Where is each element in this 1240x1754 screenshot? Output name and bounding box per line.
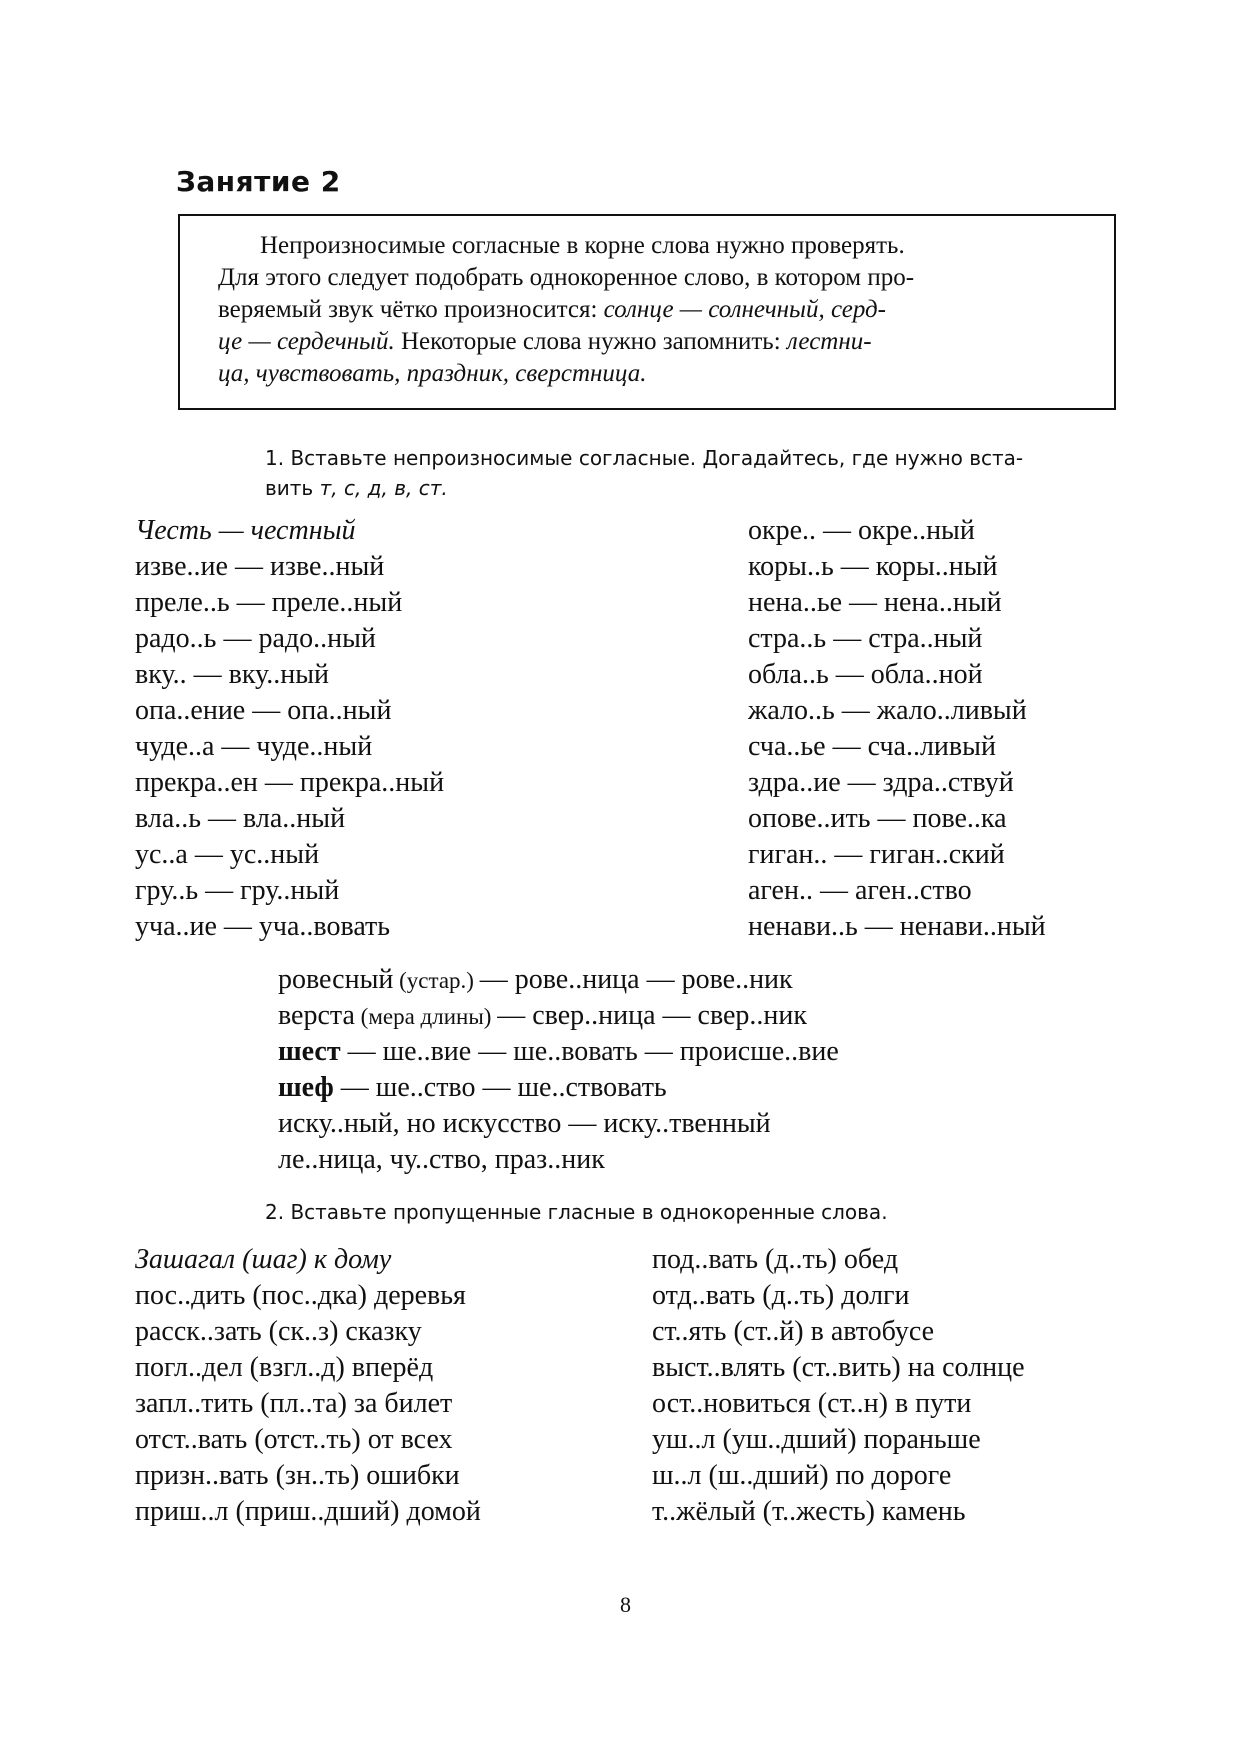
- extra-word: ровесный: [278, 964, 394, 995]
- word-pair-example: Честь — честный: [135, 515, 356, 546]
- phrase: под..вать (д..ть) обед: [652, 1244, 899, 1275]
- word-pair: преле..ь — преле..ный: [135, 587, 403, 618]
- page-number: 8: [620, 1592, 631, 1617]
- phrase: т..жёлый (т..жесть) камень: [652, 1496, 966, 1527]
- word-pair: гиган.. — гиган..ский: [748, 839, 1005, 870]
- phrase-example: Зашагал (шаг) к дому: [135, 1244, 392, 1275]
- extra-words: — рове..ница — рове..ник: [479, 964, 793, 995]
- phrase: отст..вать (отст..ть) от всех: [135, 1424, 453, 1455]
- rule-example: солнце — солнечный, серд-: [603, 296, 886, 323]
- word-pair: окре.. — окре..ный: [748, 515, 975, 546]
- word-pair: уча..ие — уча..вовать: [135, 911, 391, 942]
- extra-line-1: [278, 962, 839, 998]
- phrase: ст..ять (ст..й) в автобусе: [652, 1316, 935, 1347]
- word-pair: ненави..ь — ненави..ный: [748, 911, 1046, 942]
- phrase: уш..л (уш..дший) пораньше: [652, 1424, 981, 1455]
- task1-instruction-line-2: [265, 476, 448, 500]
- task1-instruction-line-1: 1. Вставьте непроизносимые согласные. Догадайтесь, где нужно вста-: [265, 446, 1024, 470]
- rule-box: [178, 214, 1116, 410]
- rule-text: Некоторые слова нужно запомнить:: [394, 328, 787, 355]
- rule-line-1: Непроизносимые согласные в корне слова нужно проверять.: [260, 232, 905, 259]
- phrase: выст..влять (ст..вить) на солнце: [652, 1352, 1025, 1383]
- word-pair: здра..ие — здра..ствуй: [748, 767, 1014, 798]
- word-pair: вку.. — вку..ный: [135, 659, 330, 690]
- rule-line-2: Для этого следует подобрать однокоренное слово, в котором про-: [218, 264, 915, 291]
- phrase: расск..зать (ск..з) сказку: [135, 1316, 422, 1347]
- instruction-text: вить: [265, 476, 320, 500]
- extra-note: (мера длины): [354, 1004, 498, 1029]
- extra-word: шест: [278, 1036, 341, 1067]
- phrase: ш..л (ш..дший) по дороге: [652, 1460, 952, 1491]
- phrase: отд..вать (д..ть) долги: [652, 1280, 910, 1311]
- instruction-letters: т, с, д, в, ст.: [319, 476, 448, 500]
- task1-extra-block: [278, 962, 839, 1178]
- extra-line-3: [278, 1034, 839, 1070]
- extra-words: — свер..ница — свер..ник: [497, 1000, 807, 1031]
- word-pair: сча..ье — сча..ливый: [748, 731, 996, 762]
- word-pair: жало..ь — жало..ливый: [748, 695, 1027, 726]
- task2-right-column: [652, 1242, 1025, 1530]
- task2-instruction: 2. Вставьте пропущенные гласные в однокоренные слова.: [265, 1200, 888, 1224]
- phrase: приш..л (приш..дший) домой: [135, 1496, 481, 1527]
- rule-line-3: [218, 296, 886, 324]
- extra-note: (устар.): [393, 968, 480, 993]
- extra-line-2: [278, 998, 839, 1034]
- word-pair: коры..ь — коры..ный: [748, 551, 998, 582]
- word-pair: стра..ь — стра..ный: [748, 623, 983, 654]
- word-pair: опове..ить — пове..ка: [748, 803, 1007, 834]
- word-pair: изве..ие — изве..ный: [135, 551, 385, 582]
- extra-line-4: [278, 1070, 839, 1106]
- word-pair: гру..ь — гру..ный: [135, 875, 340, 906]
- extra-words: — ше..вие — ше..вовать — происше..вие: [340, 1036, 839, 1067]
- task1-right-column: [748, 513, 1046, 945]
- extra-word: шеф: [278, 1072, 334, 1103]
- word-pair: аген.. — аген..ство: [748, 875, 972, 906]
- word-pair: чуде..а — чуде..ный: [135, 731, 373, 762]
- word-pair: вла..ь — вла..ный: [135, 803, 346, 834]
- extra-words: — ше..ство — ше..ствовать: [333, 1072, 667, 1103]
- extra-line-6: ле..ница, чу..ство, праз..ник: [278, 1144, 605, 1175]
- phrase: запл..тить (пл..та) за билет: [135, 1388, 453, 1419]
- task2-left-column: [135, 1242, 481, 1530]
- word-pair: радо..ь — радо..ный: [135, 623, 376, 654]
- word-pair: обла..ь — обла..ной: [748, 659, 983, 690]
- rule-line-5: ца, чувствовать, праздник, сверстница.: [218, 360, 647, 387]
- extra-line-5: иску..ный, но искусство — иску..твенный: [278, 1108, 771, 1139]
- word-pair: ус..а — ус..ный: [135, 839, 320, 870]
- rule-example: це — сердечный.: [218, 328, 395, 355]
- phrase: пос..дить (пос..дка) деревья: [135, 1280, 466, 1311]
- task1-left-column: [135, 513, 444, 945]
- rule-example: лестни-: [786, 328, 872, 355]
- page-title: Занятие 2: [176, 165, 341, 198]
- phrase: погл..дел (взгл..д) вперёд: [135, 1352, 434, 1383]
- word-pair: опа..ение — опа..ный: [135, 695, 392, 726]
- word-pair: нена..ье — нена..ный: [748, 587, 1002, 618]
- rule-text: веряемый звук чётко произносится:: [218, 296, 604, 323]
- word-pair: прекра..ен — прекра..ный: [135, 767, 445, 798]
- phrase: ост..новиться (ст..н) в пути: [652, 1388, 972, 1419]
- extra-word: верста: [278, 1000, 355, 1031]
- phrase: призн..вать (зн..ть) ошибки: [135, 1460, 460, 1491]
- rule-line-4: [218, 328, 872, 356]
